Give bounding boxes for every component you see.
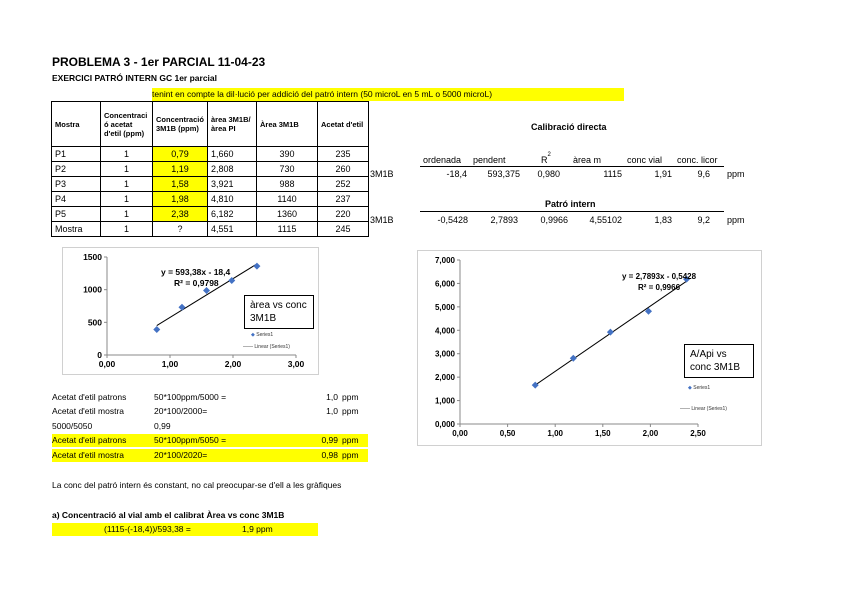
chart2-fit-name: Linear (Series1): [691, 406, 727, 412]
y-tick-label: 4,000: [434, 326, 455, 336]
page-title: PROBLEMA 3 - 1er PARCIAL 11-04-23: [52, 55, 266, 69]
cell-ratio: 4,810: [208, 192, 257, 207]
calib-value: 9,6: [697, 169, 710, 179]
cell-conc-3m1b: ?: [153, 222, 208, 237]
cell-area: 1360: [257, 207, 318, 222]
x-tick-label: 1,00: [161, 359, 179, 369]
calc-value: 1,0: [326, 406, 338, 416]
page-subtitle: EXERCICI PATRÓ INTERN GC 1er parcial: [52, 73, 217, 83]
cell-mostra: P2: [52, 162, 101, 177]
cell-acetat: 237: [318, 192, 369, 207]
dilution-note: tenint en compte la dil·lució per addició del patró intern (50 microL en 5 mL o 5000 microL): [152, 88, 624, 101]
calc-expr: 20*100/2000=: [154, 406, 208, 416]
patro-value: 1,83: [654, 215, 672, 225]
x-tick-label: 0,00: [452, 429, 468, 438]
data-point: [153, 326, 160, 333]
calib-header: àrea m: [573, 155, 602, 165]
col-header: Concentració 3M1B (ppm): [153, 102, 208, 147]
cell-conc-acetat: 1: [101, 222, 153, 237]
patro-value: 9,2: [697, 215, 710, 225]
cell-ratio: 3,921: [208, 177, 257, 192]
cell-conc-acetat: 1: [101, 147, 153, 162]
data-point: [532, 382, 539, 389]
chart1-series-legend: ◆ Series1: [251, 332, 274, 338]
calib-header: ordenada: [423, 155, 462, 165]
table-header-row: [52, 102, 369, 147]
table-row: [52, 222, 369, 237]
cell-conc-acetat: 1: [101, 207, 153, 222]
calc-row: [52, 420, 368, 433]
calc-row: [52, 449, 368, 462]
x-tick-label: 2,50: [690, 429, 706, 438]
patro-divider: [420, 211, 724, 212]
chart1-fit-name: Linear (Series1): [254, 344, 290, 350]
cell-mostra: P1: [52, 147, 101, 162]
trend-r2: R² = 0,9966: [638, 283, 681, 292]
calib-header: pendent: [473, 155, 506, 165]
calc-value: 0,98: [321, 450, 338, 460]
y-tick-label: 1000: [83, 284, 102, 295]
cell-conc-acetat: 1: [101, 162, 153, 177]
calib-directa-title: Calibració directa: [531, 122, 607, 132]
cell-conc-3m1b: 1,98: [153, 192, 208, 207]
patro-value: 0,9966: [540, 215, 568, 225]
chart1-legend-box: àrea vs conc 3M1B: [244, 295, 314, 329]
calc-row: [52, 405, 368, 418]
y-tick-label: 5,000: [434, 302, 455, 312]
y-tick-label: 1500: [83, 252, 102, 262]
patro-value: 2,7893: [490, 215, 518, 225]
x-tick-label: 3,00: [287, 359, 305, 369]
calc-expr: 0,99: [154, 421, 171, 431]
calib-value: 1115: [603, 169, 622, 179]
question-a-expr: (1115-(-18,4))/593,38 =: [104, 524, 191, 534]
cell-mostra: P3: [52, 177, 101, 192]
y-tick-label: 6,000: [434, 279, 455, 289]
table-row: [52, 162, 369, 177]
calc-label: Acetat d'etil patrons: [52, 435, 127, 445]
cell-area: 1140: [257, 192, 318, 207]
calc-label: 5000/5050: [52, 421, 93, 431]
y-tick-label: 0,000: [434, 420, 455, 429]
y-tick-label: 500: [87, 317, 102, 328]
calib-value: -18,4: [446, 169, 467, 179]
y-tick-label: 0: [97, 350, 102, 360]
data-point: [253, 263, 260, 270]
chart2-series-legend: ◆ Series1: [688, 385, 711, 391]
calc-expr: 50*100ppm/5050 =: [154, 435, 227, 445]
y-tick-label: 2,000: [434, 373, 455, 383]
calc-expr: 20*100/2020=: [154, 450, 208, 460]
calc-value: 1,0: [326, 392, 338, 402]
cell-conc-3m1b: 2,38: [153, 207, 208, 222]
y-tick-label: 3,000: [434, 349, 455, 359]
data-point: [178, 304, 185, 311]
cell-area: 390: [257, 147, 318, 162]
cell-conc-3m1b: 1,58: [153, 177, 208, 192]
calib-header: conc vial: [627, 155, 663, 165]
cell-conc-3m1b: 0,79: [153, 147, 208, 162]
cell-acetat: 245: [318, 222, 369, 237]
table-row: [52, 192, 369, 207]
calc-unit: ppm: [342, 392, 359, 402]
table-row: [52, 177, 369, 192]
calib-header-r-sup: 2: [547, 152, 551, 158]
chart2-fit-legend: —— Linear (Series1): [680, 406, 727, 412]
calc-value: 0,99: [321, 435, 338, 445]
col-header: Àrea 3M1B: [257, 102, 318, 147]
cell-ratio: 6,182: [208, 207, 257, 222]
trend-r2: R² = 0,9798: [174, 278, 219, 288]
table-row: [52, 147, 369, 162]
x-tick-label: 2,00: [224, 359, 242, 369]
calc-unit: ppm: [342, 435, 359, 445]
y-tick-label: 1,000: [434, 396, 455, 406]
chart1-series-name: Series1: [256, 332, 274, 338]
calib-value: 1,91: [654, 169, 672, 179]
cell-conc-acetat: 1: [101, 177, 153, 192]
col-header: Acetat d'etil: [318, 102, 369, 147]
x-tick-label: 2,00: [642, 429, 659, 438]
x-tick-label: 1,00: [547, 429, 563, 438]
patro-value: -0,5428: [437, 215, 468, 225]
chart1-fit-legend: —— Linear (Series1): [243, 344, 290, 350]
cell-mostra: Mostra: [52, 222, 101, 237]
calc-label: Acetat d'etil mostra: [52, 406, 125, 416]
calc-unit: ppm: [342, 450, 359, 460]
question-a-result: 1,9 ppm: [242, 524, 273, 534]
x-tick-label: 1,50: [595, 429, 611, 438]
calib-header-r: R: [541, 155, 548, 165]
cell-conc-3m1b: 1,19: [153, 162, 208, 177]
x-tick-label: 0,00: [98, 359, 116, 369]
col-header: àrea 3M1B/àrea PI: [208, 102, 257, 147]
question-a-answer: [52, 523, 318, 536]
cell-conc-acetat: 1: [101, 192, 153, 207]
cell-acetat: 260: [318, 162, 369, 177]
calc-unit: ppm: [342, 406, 359, 416]
cell-mostra: P4: [52, 192, 101, 207]
cell-acetat: 220: [318, 207, 369, 222]
calc-expr: 50*100ppm/5000 =: [154, 392, 227, 402]
calib-divider: [420, 166, 724, 167]
calib-value: 0,980: [537, 169, 560, 179]
calib-value: 593,375: [487, 169, 520, 179]
chart-ratio-vs-conc: [417, 250, 762, 446]
cell-ratio: 4,551: [208, 222, 257, 237]
calib-unit: ppm: [727, 169, 745, 179]
y-tick-label: 7,000: [434, 256, 455, 265]
cell-acetat: 235: [318, 147, 369, 162]
side-label-3m1b: 3M1B: [370, 169, 394, 179]
calib-header: conc. licor: [677, 155, 718, 165]
cell-area: 730: [257, 162, 318, 177]
patro-intern-title: Patró intern: [545, 199, 596, 209]
chart2-legend-box: A/Api vs conc 3M1B: [684, 344, 754, 378]
table-row: [52, 207, 369, 222]
patro-value: 4,55102: [589, 215, 622, 225]
question-a-title: a) Concentració al vial amb el calibrat Àrea vs conc 3M1B: [52, 510, 285, 520]
comment-text: La conc del patró intern és constant, no cal preocupar-se d'ell a les gràfiques: [52, 480, 342, 490]
trend-equation: y = 593,38x - 18,4: [161, 267, 231, 277]
cell-area: 1115: [257, 222, 318, 237]
cell-area: 988: [257, 177, 318, 192]
calc-label: Acetat d'etil mostra: [52, 450, 125, 460]
col-header: Mostra: [52, 102, 101, 147]
chart-area-vs-conc: [62, 247, 319, 375]
col-header: Concentraci ó acetat d'etil (ppm): [101, 102, 153, 147]
calc-row: [52, 434, 368, 447]
calib-header: [541, 152, 551, 165]
cell-mostra: P5: [52, 207, 101, 222]
calc-row: [52, 391, 368, 404]
chart2-series-name: Series1: [693, 385, 711, 391]
patro-unit: ppm: [727, 215, 745, 225]
x-tick-label: 0,50: [499, 429, 516, 438]
side-label-3m1b: 3M1B: [370, 215, 394, 225]
trend-equation: y = 2,7893x - 0,5428: [622, 272, 697, 281]
cell-acetat: 252: [318, 177, 369, 192]
cell-ratio: 2,808: [208, 162, 257, 177]
data-table: [51, 101, 369, 237]
cell-ratio: 1,660: [208, 147, 257, 162]
calc-label: Acetat d'etil patrons: [52, 392, 127, 402]
